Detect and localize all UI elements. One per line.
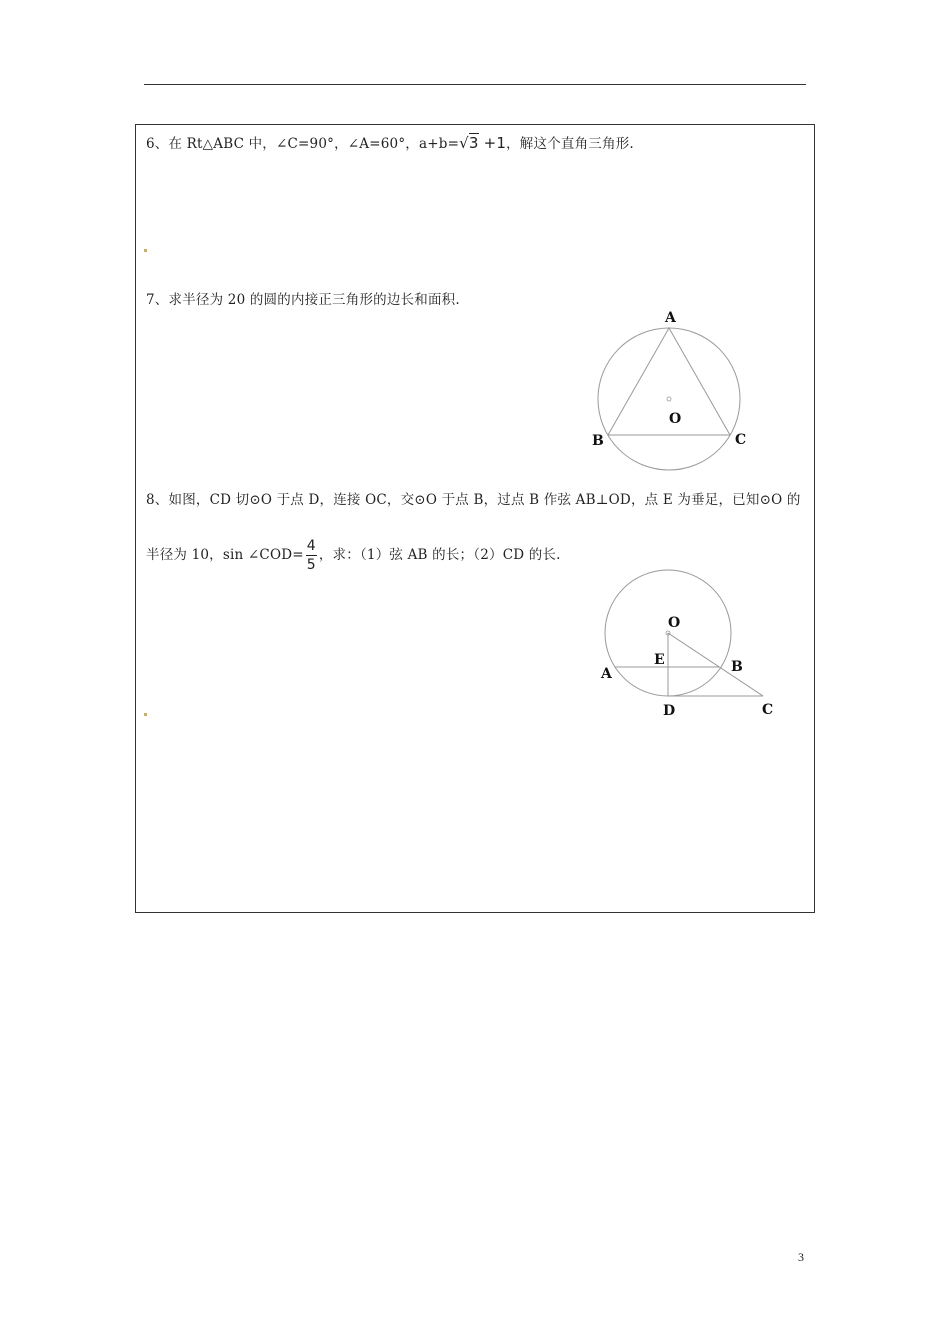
circle-o [598,328,740,470]
fraction-denominator: 5 [306,557,316,573]
segment-oc [668,633,763,696]
question-8-line2 [146,537,561,574]
figure-inscribed-triangle [585,305,765,480]
label-o: O [668,615,681,631]
center-point [667,397,671,401]
q8-line2-prefix: 半径为 10，sin ∠COD= [146,547,304,563]
label-c: C [762,702,774,718]
question-box [135,124,815,913]
answer-mark [144,249,147,252]
sqrt-expression: √3 +1 [459,134,507,152]
sqrt-rest: +1 [478,134,507,152]
fraction-numerator: 4 [306,538,316,554]
header-rule [144,84,806,85]
label-e: E [654,652,665,668]
q8-line2-suffix: ，求：（1）弦 AB 的长；（2）CD 的长. [318,547,561,563]
label-b: B [731,659,743,675]
label-o: O [669,411,682,427]
question-6 [146,132,634,152]
page-number: 3 [798,1250,804,1264]
question-8-line1: 8、如图，CD 切⊙O 于点 D，连接 OC，交⊙O 于点 B，过点 B 作弦 AB⊥OD，点 E 为垂足，已知⊙O 的 [146,492,801,508]
question-7: 7、求半径为 20 的圆的内接正三角形的边长和面积. [146,292,460,308]
label-b: B [592,433,604,449]
label-a: A [601,666,612,682]
answer-mark [144,713,147,716]
label-d: D [663,703,676,719]
q6-prefix: 6、在 Rt△ABC 中，∠C=90°，∠A=60°，a+b= [146,136,460,152]
label-c: C [735,432,747,448]
fraction [306,537,317,574]
sqrt-radicand: 3 [468,134,479,152]
figure-tangent-circle [595,565,785,725]
label-a: A [665,310,676,326]
q6-suffix: ，解这个直角三角形. [506,136,634,152]
